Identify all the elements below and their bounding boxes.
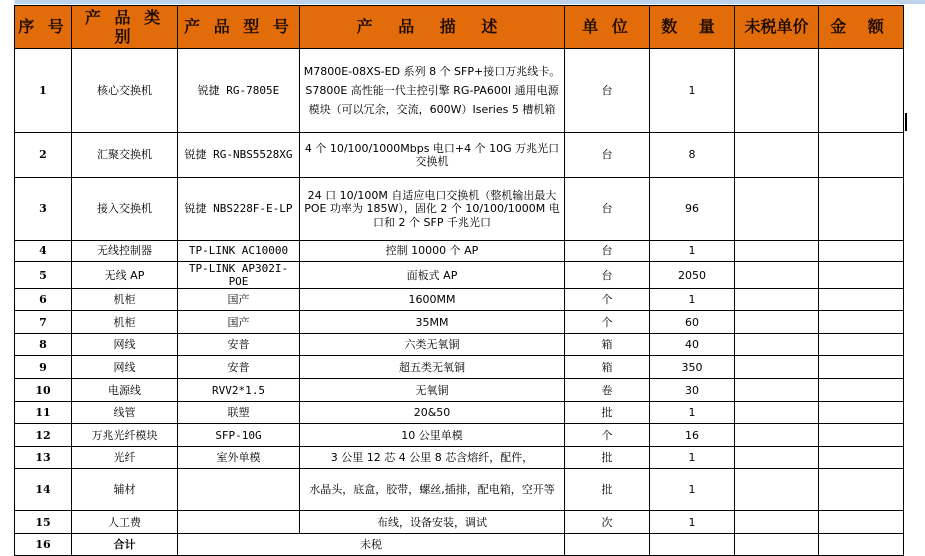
table-row <box>15 379 904 402</box>
cell-model[interactable] <box>178 511 300 534</box>
cell-unit-price[interactable] <box>735 241 819 262</box>
cell-unit-price[interactable] <box>735 356 819 379</box>
cell-category[interactable]: 万兆光纤模块 <box>72 424 178 447</box>
table-row <box>15 178 904 241</box>
cell-qty[interactable]: 1 <box>650 289 735 311</box>
cell-amount[interactable] <box>819 289 904 311</box>
cell-description[interactable]: M7800E-08XS-ED 系列 8 个 SFP+接口万兆线卡。S7800E 高性能一代主控引擎 RG-PA600I 通用电源模块（可以冗余，交流，600W）Iseries 5 槽机箱 <box>300 49 565 133</box>
cell-model[interactable]: 锐捷 RG-7805E <box>178 49 300 133</box>
total-note[interactable]: 未税 <box>178 534 565 556</box>
cell-model[interactable]: TP-LINK AC10000 <box>178 241 300 262</box>
cell-unit[interactable]: 箱 <box>565 356 650 379</box>
table-row <box>15 133 904 178</box>
cell-unit[interactable]: 批 <box>565 402 650 424</box>
cell-qty[interactable]: 8 <box>650 133 735 178</box>
cell-unit[interactable]: 卷 <box>565 379 650 402</box>
table-row <box>15 469 904 511</box>
cell-description[interactable]: 无氧铜 <box>300 379 565 402</box>
col-header-qty[interactable]: 数 量 <box>650 6 735 49</box>
cell-seq[interactable]: 4 <box>15 241 72 262</box>
table-row <box>15 262 904 289</box>
header-row <box>15 6 904 49</box>
cell-qty[interactable]: 30 <box>650 379 735 402</box>
cell-seq[interactable]: 5 <box>15 262 72 289</box>
cell-amount[interactable] <box>819 469 904 511</box>
text-cursor <box>905 113 907 131</box>
cell-unit[interactable]: 个 <box>565 289 650 311</box>
cell-model[interactable]: 联塑 <box>178 402 300 424</box>
cell-unit-price[interactable] <box>735 511 819 534</box>
cell-unit-price[interactable] <box>735 469 819 511</box>
cell-seq[interactable]: 11 <box>15 402 72 424</box>
total-label[interactable]: 合计 <box>72 534 178 556</box>
table-row <box>15 402 904 424</box>
cell-seq[interactable]: 14 <box>15 469 72 511</box>
cell-qty[interactable] <box>650 534 735 556</box>
cell-description[interactable]: 1600MM <box>300 289 565 311</box>
cell-unit-price[interactable] <box>735 424 819 447</box>
cell-category[interactable]: 无线控制器 <box>72 241 178 262</box>
quotation-table <box>14 5 904 556</box>
cell-description[interactable]: 3 公里 12 芯 4 公里 8 芯含熔纤，配件， <box>300 447 565 469</box>
cell-description[interactable]: 控制 10000 个 AP <box>300 241 565 262</box>
cell-seq[interactable]: 7 <box>15 311 72 334</box>
cell-unit[interactable] <box>565 534 650 556</box>
cell-qty[interactable]: 1 <box>650 49 735 133</box>
cell-amount[interactable] <box>819 241 904 262</box>
cell-amount[interactable] <box>819 424 904 447</box>
table-row <box>15 447 904 469</box>
cell-model[interactable]: 国产 <box>178 289 300 311</box>
cell-amount[interactable] <box>819 334 904 356</box>
cell-unit[interactable]: 台 <box>565 49 650 133</box>
cell-unit[interactable]: 批 <box>565 447 650 469</box>
cell-qty[interactable]: 1 <box>650 447 735 469</box>
cell-description[interactable]: 面板式 AP <box>300 262 565 289</box>
cell-model[interactable]: TP-LINK AP302I-POE <box>178 262 300 289</box>
cell-category[interactable]: 无线 AP <box>72 262 178 289</box>
cell-unit-price[interactable] <box>735 447 819 469</box>
cell-category[interactable]: 机柜 <box>72 311 178 334</box>
cell-model[interactable] <box>178 469 300 511</box>
cell-description[interactable]: 24 口 10/100M 自适应电口交换机（整机输出最大 POE 功率为 185W），固化 2 个 10/100/1000M 电口和 2 个 SFP 千兆光口 <box>300 178 565 241</box>
cell-description[interactable]: 超五类无氧铜 <box>300 356 565 379</box>
cell-description[interactable]: 20&50 <box>300 402 565 424</box>
col-header-description[interactable]: 产 品 描 述 <box>300 6 565 49</box>
cell-unit-price[interactable] <box>735 334 819 356</box>
cell-model[interactable]: 室外单模 <box>178 447 300 469</box>
cell-amount[interactable] <box>819 402 904 424</box>
cell-seq[interactable]: 3 <box>15 178 72 241</box>
table-row <box>15 424 904 447</box>
cell-unit[interactable]: 台 <box>565 178 650 241</box>
cell-amount[interactable] <box>819 447 904 469</box>
cell-seq[interactable]: 6 <box>15 289 72 311</box>
cell-model[interactable]: 安普 <box>178 356 300 379</box>
cell-seq[interactable]: 1 <box>15 49 72 133</box>
cell-qty[interactable]: 60 <box>650 311 735 334</box>
cell-seq[interactable]: 9 <box>15 356 72 379</box>
cell-amount[interactable] <box>819 178 904 241</box>
cell-seq[interactable]: 2 <box>15 133 72 178</box>
cell-qty[interactable]: 1 <box>650 511 735 534</box>
table-row <box>15 311 904 334</box>
col-header-category[interactable]: 产 品 类 别 <box>72 6 178 49</box>
table-row <box>15 241 904 262</box>
cell-unit-price[interactable] <box>735 49 819 133</box>
cell-unit-price[interactable] <box>735 178 819 241</box>
cell-model[interactable]: 锐捷 NBS228F-E-LP <box>178 178 300 241</box>
cell-model[interactable]: RVV2*1.5 <box>178 379 300 402</box>
table-row <box>15 289 904 311</box>
table-row <box>15 511 904 534</box>
cell-amount[interactable] <box>819 511 904 534</box>
cell-unit[interactable]: 台 <box>565 262 650 289</box>
cell-unit[interactable]: 个 <box>565 424 650 447</box>
table-row <box>15 356 904 379</box>
cell-qty[interactable]: 2050 <box>650 262 735 289</box>
cell-unit-price[interactable] <box>735 534 819 556</box>
cell-unit[interactable]: 台 <box>565 241 650 262</box>
cell-model[interactable]: 国产 <box>178 311 300 334</box>
cell-qty[interactable]: 40 <box>650 334 735 356</box>
cell-seq[interactable]: 8 <box>15 334 72 356</box>
cell-unit[interactable]: 批 <box>565 469 650 511</box>
cell-model[interactable]: 安普 <box>178 334 300 356</box>
cell-amount[interactable] <box>819 133 904 178</box>
cell-seq[interactable]: 16 <box>15 534 72 556</box>
col-header-seq[interactable]: 序 号 <box>15 6 72 49</box>
cell-description[interactable]: 水晶头，底盒，胶带，螺丝,插排，配电箱，空开等 <box>300 469 565 511</box>
col-header-amount[interactable]: 金 额 <box>819 6 904 49</box>
col-header-unit[interactable]: 单 位 <box>565 6 650 49</box>
cell-unit[interactable]: 个 <box>565 311 650 334</box>
cell-category[interactable]: 电源线 <box>72 379 178 402</box>
cell-qty[interactable]: 96 <box>650 178 735 241</box>
cell-unit[interactable]: 台 <box>565 133 650 178</box>
cell-model[interactable]: 锐捷 RG-NBS5528XG <box>178 133 300 178</box>
cell-category[interactable]: 网线 <box>72 356 178 379</box>
cell-description[interactable]: 35MM <box>300 311 565 334</box>
row-header-gutter <box>0 0 15 551</box>
cell-description[interactable]: 10 公里单模 <box>300 424 565 447</box>
cell-category[interactable]: 光纤 <box>72 447 178 469</box>
window-top-bar <box>0 0 925 4</box>
cell-model[interactable]: SFP-10G <box>178 424 300 447</box>
cell-qty[interactable]: 1 <box>650 241 735 262</box>
cell-description[interactable]: 六类无氧铜 <box>300 334 565 356</box>
col-header-unit-price[interactable]: 未税单价 <box>735 6 819 49</box>
cell-description[interactable]: 4 个 10/100/1000Mbps 电口+4 个 10G 万兆光口交换机 <box>300 133 565 178</box>
cell-amount[interactable] <box>819 534 904 556</box>
cell-description[interactable]: 布线，设备安装，调试 <box>300 511 565 534</box>
cell-amount[interactable] <box>819 356 904 379</box>
cell-unit-price[interactable] <box>735 402 819 424</box>
cell-category[interactable]: 汇聚交换机 <box>72 133 178 178</box>
cell-amount[interactable] <box>819 311 904 334</box>
cell-unit[interactable]: 箱 <box>565 334 650 356</box>
cell-seq[interactable]: 13 <box>15 447 72 469</box>
cell-category[interactable]: 辅材 <box>72 469 178 511</box>
cell-seq[interactable]: 12 <box>15 424 72 447</box>
cell-unit[interactable]: 次 <box>565 511 650 534</box>
cell-unit-price[interactable] <box>735 379 819 402</box>
cell-qty[interactable]: 1 <box>650 469 735 511</box>
table-row <box>15 334 904 356</box>
cell-qty[interactable]: 16 <box>650 424 735 447</box>
cell-category[interactable]: 机柜 <box>72 289 178 311</box>
cell-category[interactable]: 线管 <box>72 402 178 424</box>
cell-qty[interactable]: 350 <box>650 356 735 379</box>
cell-qty[interactable]: 1 <box>650 402 735 424</box>
cell-category[interactable]: 网线 <box>72 334 178 356</box>
cell-category[interactable]: 核心交换机 <box>72 49 178 133</box>
cell-unit-price[interactable] <box>735 133 819 178</box>
total-row <box>15 534 904 556</box>
table-row <box>15 49 904 133</box>
cell-seq[interactable]: 15 <box>15 511 72 534</box>
cell-category[interactable]: 接入交换机 <box>72 178 178 241</box>
cell-category[interactable]: 人工费 <box>72 511 178 534</box>
cell-unit-price[interactable] <box>735 262 819 289</box>
cell-amount[interactable] <box>819 262 904 289</box>
cell-unit-price[interactable] <box>735 311 819 334</box>
cell-amount[interactable] <box>819 379 904 402</box>
cell-amount[interactable] <box>819 49 904 133</box>
cell-seq[interactable]: 10 <box>15 379 72 402</box>
cell-unit-price[interactable] <box>735 289 819 311</box>
col-header-model[interactable]: 产 品 型 号 <box>178 6 300 49</box>
